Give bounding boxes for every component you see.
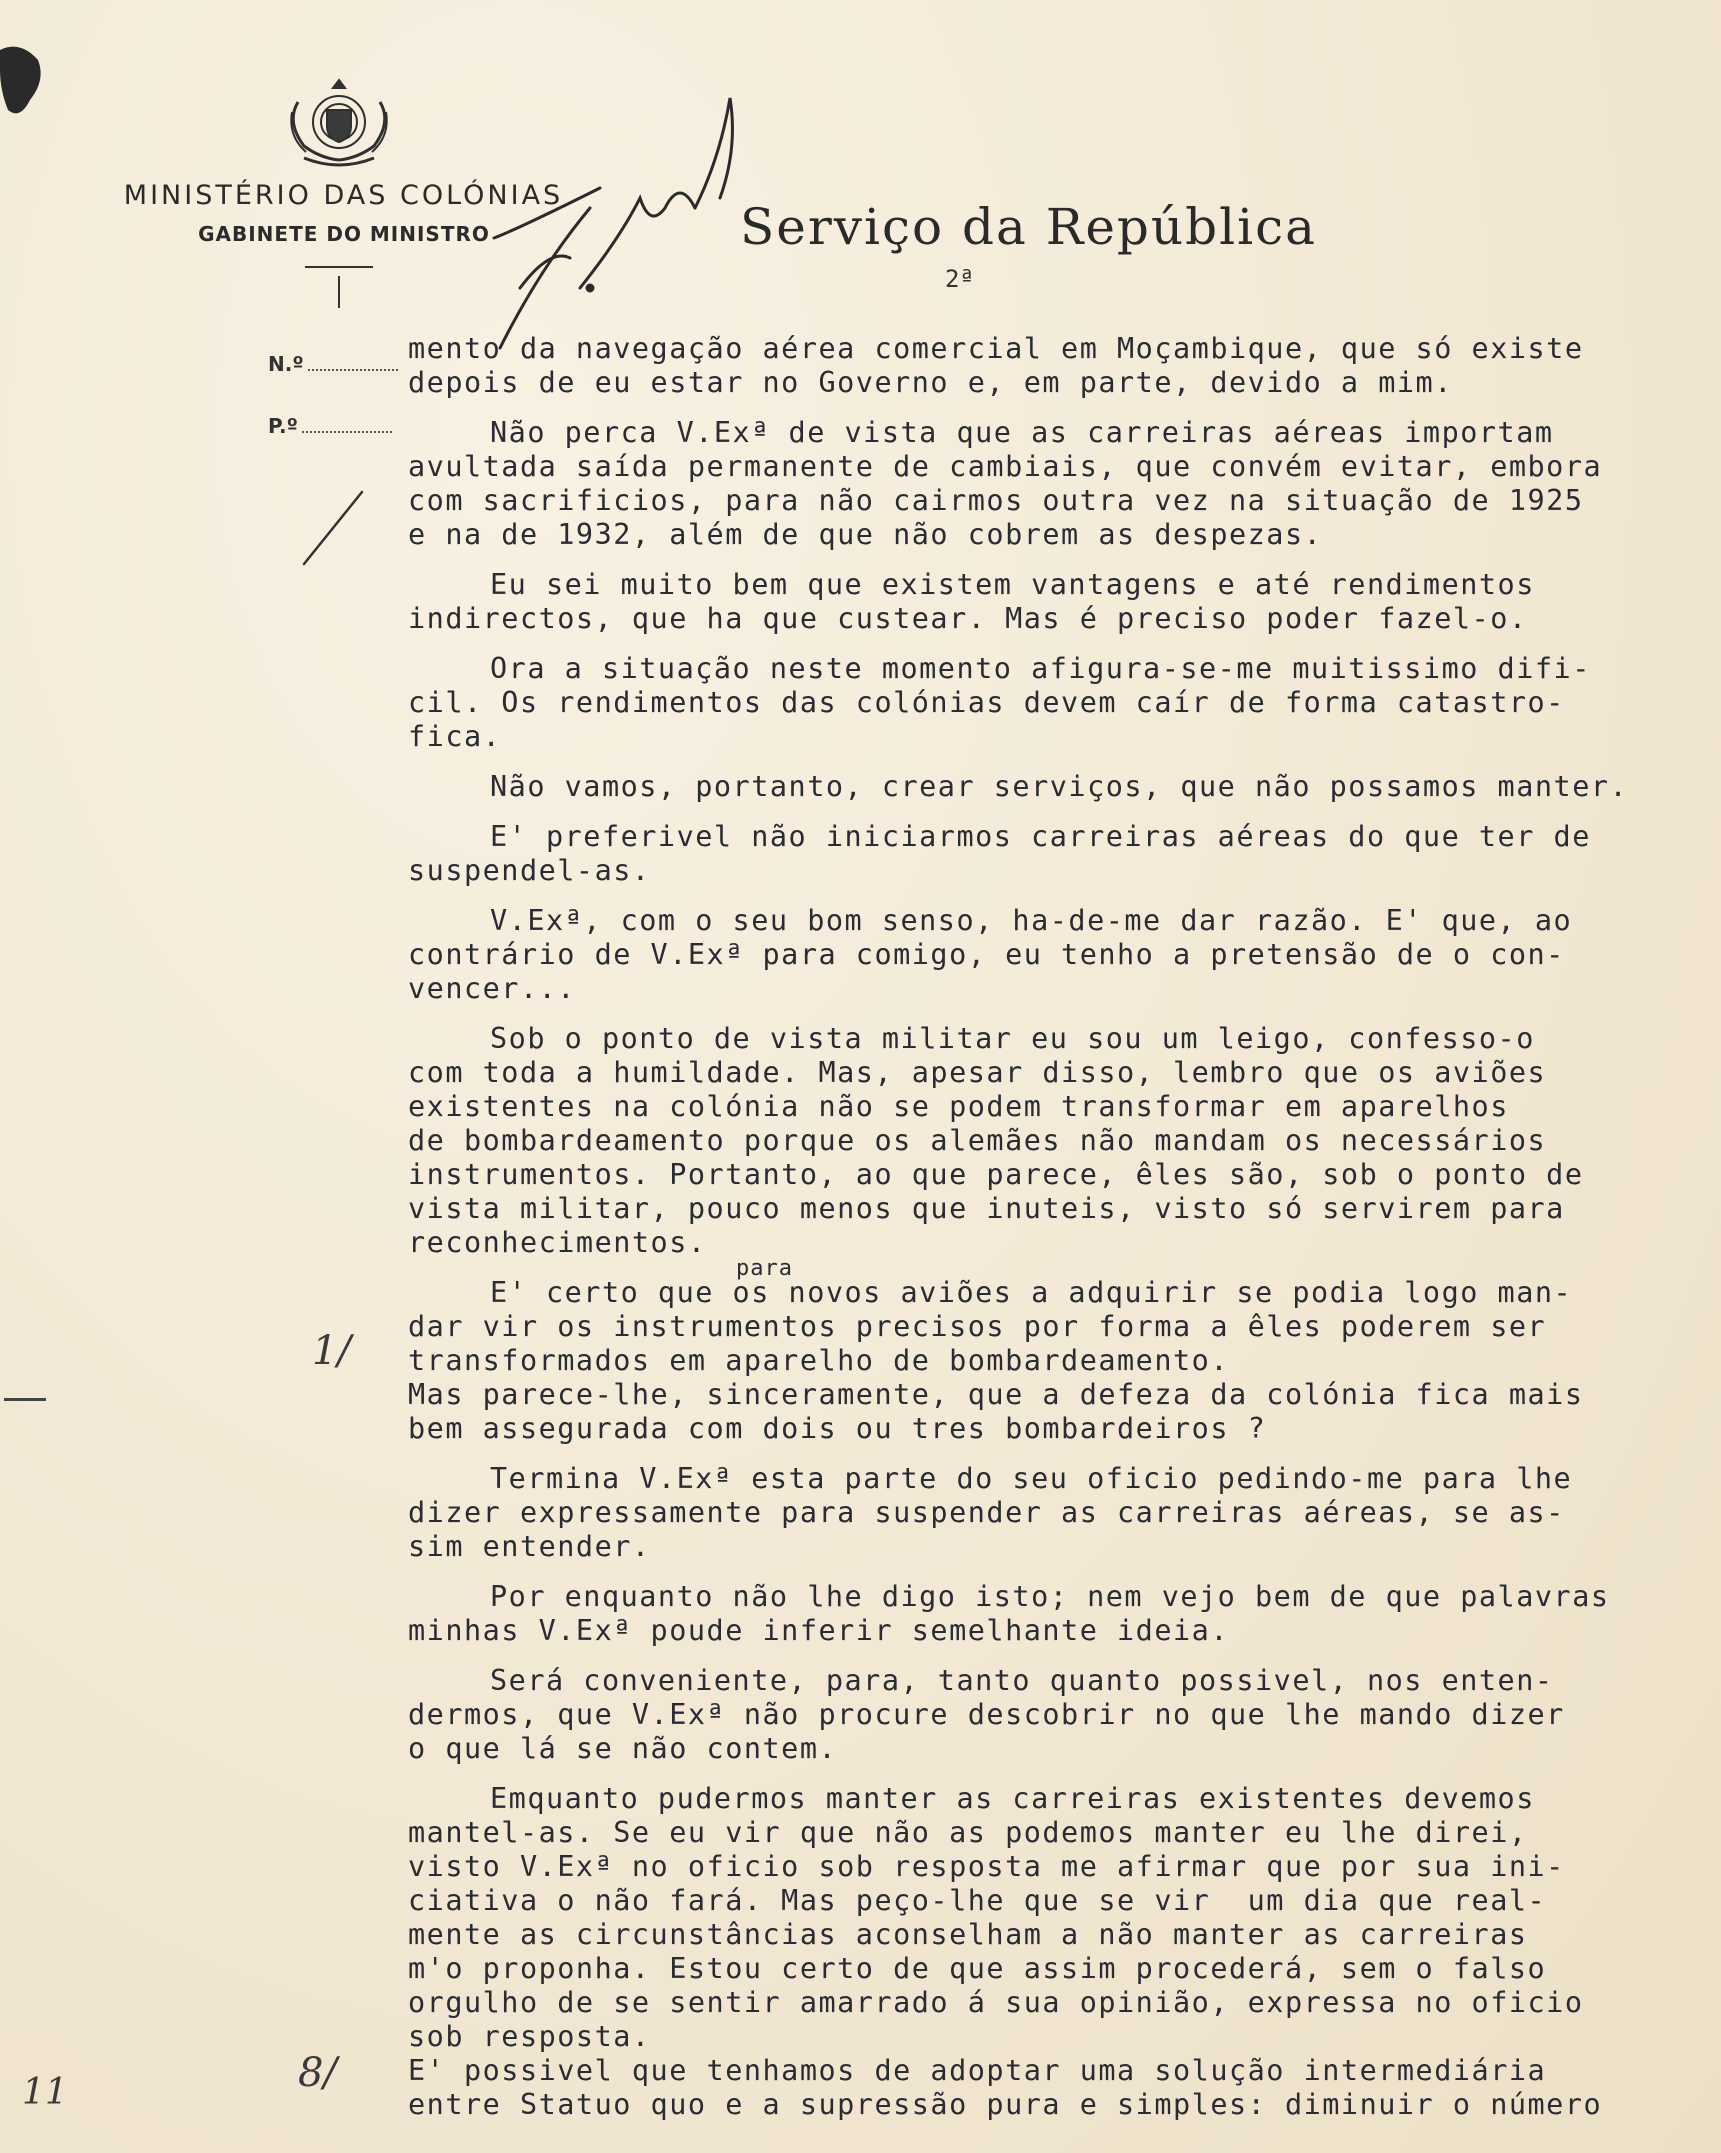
text-line: instrumentos. Portanto, ao que parece, êles são, sob o ponto de: [408, 1158, 1584, 1191]
paragraph: [408, 1276, 1698, 1378]
cabinet-name: GABINETE DO MINISTRO: [198, 222, 490, 246]
process-label: P.º: [268, 414, 298, 438]
number-dotted-line: [308, 369, 398, 371]
text-line: V.Exª, com o seu bom senso, ha-de-me dar razão. E' que, ao: [490, 904, 1573, 937]
paragraph: [408, 1782, 1698, 2054]
text-line: E' preferivel não iniciarmos carreiras aéreas do que ter de: [490, 820, 1591, 853]
number-field: [268, 352, 398, 376]
paragraph: [408, 770, 1698, 804]
paragraph: [408, 1022, 1698, 1260]
paragraph: [408, 1378, 1698, 1446]
letter-body: [408, 332, 1698, 2138]
text-line: sim entender.: [408, 1530, 651, 1563]
text-line: Ora a situação neste momento afigura-se-me muitissimo difi-: [490, 652, 1591, 685]
paragraph: [408, 652, 1698, 754]
text-line: fica.: [408, 720, 502, 753]
text-line: ciativa o não fará. Mas peço-lhe que se vir um dia que real-: [408, 1884, 1547, 1917]
text-line: m'o proponha. Estou certo de que assim procederá, sem o falso: [408, 1952, 1547, 1985]
text-line: minhas V.Exª poude inferir semelhante ideia.: [408, 1614, 1229, 1647]
text-line: com sacrificios, para não cairmos outra vez na situação de 1925: [408, 484, 1584, 517]
text-line: Eu sei muito bem que existem vantagens e até rendimentos: [490, 568, 1535, 601]
margin-annotation: 8/: [298, 2050, 337, 2096]
paragraph: [408, 332, 1698, 400]
text-line: E' certo que os novos aviões a adquirir se podia logo man-: [490, 1276, 1573, 1309]
paragraph: [408, 820, 1698, 888]
paragraph: [408, 904, 1698, 1006]
service-header: Serviço da República: [740, 198, 1317, 256]
text-line: Mas parece-lhe, sinceramente, que a defeza da colónia fica mais: [408, 1378, 1584, 1411]
text-line: mantel-as. Se eu vir que não as podemos manter eu lhe direi,: [408, 1816, 1528, 1849]
text-line: Sob o ponto de vista militar eu sou um leigo, confesso-o: [490, 1022, 1535, 1055]
text-line: existentes na colónia não se podem transformar em aparelhos: [408, 1090, 1509, 1123]
interlinear-correction: para: [736, 1256, 793, 1281]
text-line: dizer expressamente para suspender as carreiras aéreas, se as-: [408, 1496, 1565, 1529]
text-line: Será conveniente, para, tanto quanto possivel, nos enten-: [490, 1664, 1554, 1697]
margin-annotation: 11: [22, 2072, 68, 2113]
process-field: [268, 414, 392, 438]
text-line: dermos, que V.Exª não procure descobrir no que lhe mando dizer: [408, 1698, 1565, 1731]
text-line: Emquanto pudermos manter as carreiras existentes devemos: [490, 1782, 1535, 1815]
process-dotted-line: [302, 431, 392, 433]
paragraph: [408, 1462, 1698, 1564]
page-number: 2ª: [945, 265, 974, 293]
text-line: Por enquanto não lhe digo isto; nem vejo bem de que palavras: [490, 1580, 1610, 1613]
letterhead-tick: [338, 276, 340, 308]
text-line: sob resposta.: [408, 2020, 651, 2053]
text-line: mente as circunstâncias aconselham a não manter as carreiras: [408, 1918, 1528, 1951]
paragraph: [408, 2054, 1698, 2122]
text-line: bem assegurada com dois ou tres bombardeiros ?: [408, 1412, 1267, 1445]
text-line: e na de 1932, além de que não cobrem as despezas.: [408, 518, 1323, 551]
text-line: entre Statuo quo e a supressão pura e simples: diminuir o número: [408, 2088, 1603, 2121]
paragraph: [408, 1664, 1698, 1766]
letterhead-rule: [305, 266, 373, 268]
paragraph: [408, 568, 1698, 636]
text-line: indirectos, que ha que custear. Mas é preciso poder fazel-o.: [408, 602, 1528, 635]
text-line: E' possivel que tenhamos de adoptar uma solução intermediária: [408, 2054, 1547, 2087]
paragraph: [408, 416, 1698, 552]
text-line: Termina V.Exª esta parte do seu oficio pedindo-me para lhe: [490, 1462, 1573, 1495]
text-line: transformados em aparelho de bombardeamento.: [408, 1344, 1229, 1377]
paragraph: [408, 1580, 1698, 1648]
text-line: reconhecimentos.: [408, 1226, 707, 1259]
text-line: visto V.Exª no oficio sob resposta me afirmar que por sua ini-: [408, 1850, 1565, 1883]
signature-mark: [480, 88, 760, 358]
margin-dash-mark: [4, 1398, 46, 1401]
text-line: contrário de V.Exª para comigo, eu tenho a pretensão de o con-: [408, 938, 1565, 971]
margin-annotation: 1/: [312, 1328, 351, 1374]
margin-slash-mark: [300, 488, 370, 568]
text-line: avultada saída permanente de cambiais, que convém evitar, embora: [408, 450, 1603, 483]
number-label: N.º: [268, 352, 304, 376]
text-line: dar vir os instrumentos precisos por forma a êles poderem ser: [408, 1310, 1547, 1343]
text-line: vista militar, pouco menos que inuteis, visto só servirem para: [408, 1192, 1565, 1225]
ink-blot-mark: [0, 40, 50, 120]
text-line: cil. Os rendimentos das colónias devem caír de forma catastro-: [408, 686, 1565, 719]
ministry-name: MINISTÉRIO DAS COLÓNIAS: [123, 180, 564, 211]
text-line: o que lá se não contem.: [408, 1732, 838, 1765]
text-line: Não vamos, portanto, crear serviços, que não possamos manter.: [490, 770, 1629, 803]
text-line: suspendel-as.: [408, 854, 651, 887]
text-line: depois de eu estar no Governo e, em parte, devido a mim.: [408, 366, 1453, 399]
text-line: de bombardeamento porque os alemães não mandam os necessários: [408, 1124, 1547, 1157]
text-line: orgulho de se sentir amarrado á sua opinião, expressa no oficio: [408, 1986, 1584, 2019]
text-line: vencer...: [408, 972, 576, 1005]
coat-of-arms-icon: [278, 72, 400, 172]
text-line: Não perca V.Exª de vista que as carreiras aéreas importam: [490, 416, 1554, 449]
text-line: mento da navegação aérea comercial em Moçambique, que só existe: [408, 332, 1584, 365]
text-line: com toda a humildade. Mas, apesar disso, lembro que os aviões: [408, 1056, 1547, 1089]
